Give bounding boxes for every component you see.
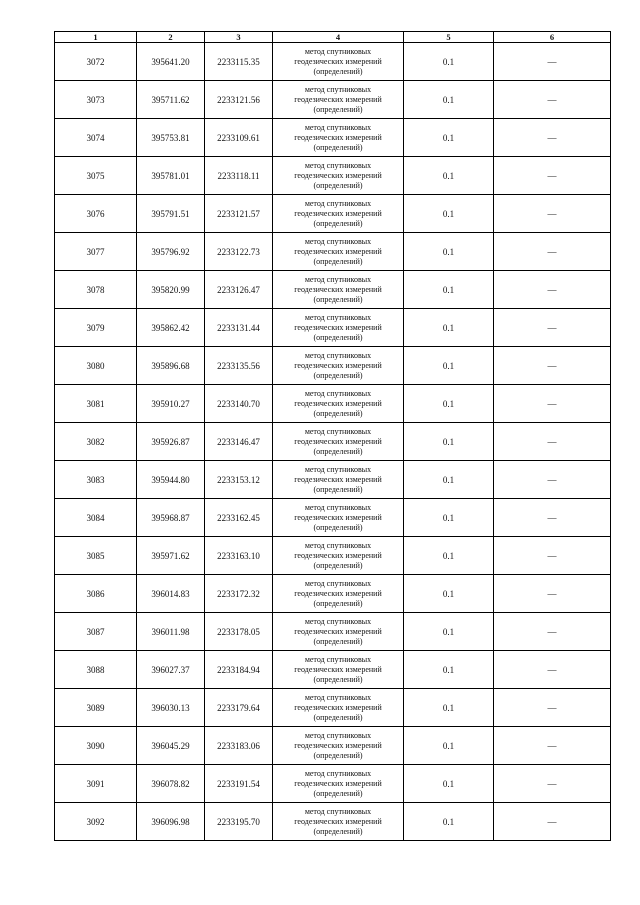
method-text-line: геодезических измерений: [294, 246, 382, 256]
method-text-line: (определений): [313, 446, 363, 456]
method-cell: [273, 537, 404, 575]
method-cell: [273, 81, 404, 119]
method-text-line: (определений): [313, 66, 363, 76]
table-row: [55, 803, 611, 841]
method-text-line: геодезических измерений: [294, 208, 382, 218]
method-text-line: метод спутниковых: [304, 350, 372, 360]
method-cell: [273, 157, 404, 195]
note-cell: —: [494, 81, 611, 119]
method-text-line: (определений): [313, 408, 363, 418]
method-text-line: геодезических измерений: [294, 436, 382, 446]
x-coordinate-cell: 395796.92: [137, 233, 205, 271]
accuracy-cell: 0.1: [404, 195, 494, 233]
table-row: [55, 271, 611, 309]
header-cell-1: 1: [55, 32, 137, 43]
method-text-line: метод спутниковых: [304, 122, 372, 132]
method-text-line: (определений): [313, 788, 363, 798]
x-coordinate-cell: 395641.20: [137, 43, 205, 81]
method-text-line: геодезических измерений: [294, 170, 382, 180]
method-text-line: геодезических измерений: [294, 588, 382, 598]
method-text-line: метод спутниковых: [304, 654, 372, 664]
point-number-cell: 3084: [55, 499, 137, 537]
note-cell: —: [494, 689, 611, 727]
x-coordinate-cell: 396078.82: [137, 765, 205, 803]
x-coordinate-cell: 395820.99: [137, 271, 205, 309]
x-coordinate-cell: 396045.29: [137, 727, 205, 765]
table-row: [55, 81, 611, 119]
x-coordinate-cell: 396014.83: [137, 575, 205, 613]
x-coordinate-cell: 395791.51: [137, 195, 205, 233]
method-text-line: (определений): [313, 256, 363, 266]
method-text-line: геодезических измерений: [294, 360, 382, 370]
method-cell: [273, 575, 404, 613]
point-number-cell: 3077: [55, 233, 137, 271]
y-coordinate-cell: 2233184.94: [205, 651, 273, 689]
note-cell: —: [494, 499, 611, 537]
x-coordinate-cell: 395944.80: [137, 461, 205, 499]
note-cell: —: [494, 613, 611, 651]
accuracy-cell: 0.1: [404, 119, 494, 157]
point-number-cell: 3072: [55, 43, 137, 81]
table-row: [55, 157, 611, 195]
x-coordinate-cell: 396027.37: [137, 651, 205, 689]
point-number-cell: 3073: [55, 81, 137, 119]
x-coordinate-cell: 395910.27: [137, 385, 205, 423]
table-row: [55, 537, 611, 575]
note-cell: —: [494, 727, 611, 765]
table-row: [55, 119, 611, 157]
method-text-line: (определений): [313, 522, 363, 532]
table-row: [55, 689, 611, 727]
point-number-cell: 3078: [55, 271, 137, 309]
note-cell: —: [494, 347, 611, 385]
header-cell-5: 5: [404, 32, 494, 43]
method-text-line: (определений): [313, 370, 363, 380]
point-number-cell: 3076: [55, 195, 137, 233]
x-coordinate-cell: 396011.98: [137, 613, 205, 651]
method-text-line: метод спутниковых: [304, 578, 372, 588]
method-text-line: метод спутниковых: [304, 84, 372, 94]
method-text-line: геодезических измерений: [294, 94, 382, 104]
method-text-line: геодезических измерений: [294, 664, 382, 674]
method-text-line: метод спутниковых: [304, 464, 372, 474]
note-cell: —: [494, 119, 611, 157]
table-row: [55, 575, 611, 613]
method-text-line: (определений): [313, 712, 363, 722]
method-text-line: (определений): [313, 294, 363, 304]
note-cell: —: [494, 765, 611, 803]
y-coordinate-cell: 2233153.12: [205, 461, 273, 499]
y-coordinate-cell: 2233162.45: [205, 499, 273, 537]
x-coordinate-cell: 395896.68: [137, 347, 205, 385]
method-text-line: метод спутниковых: [304, 768, 372, 778]
method-text-line: геодезических измерений: [294, 132, 382, 142]
method-text-line: геодезических измерений: [294, 702, 382, 712]
y-coordinate-cell: 2233178.05: [205, 613, 273, 651]
method-text-line: метод спутниковых: [304, 692, 372, 702]
method-text-line: геодезических измерений: [294, 398, 382, 408]
note-cell: —: [494, 309, 611, 347]
method-text-line: метод спутниковых: [304, 806, 372, 816]
table-row: [55, 765, 611, 803]
note-cell: —: [494, 233, 611, 271]
x-coordinate-cell: 395926.87: [137, 423, 205, 461]
method-text-line: метод спутниковых: [304, 426, 372, 436]
point-number-cell: 3080: [55, 347, 137, 385]
y-coordinate-cell: 2233109.61: [205, 119, 273, 157]
method-cell: [273, 499, 404, 537]
point-number-cell: 3081: [55, 385, 137, 423]
method-text-line: (определений): [313, 142, 363, 152]
y-coordinate-cell: 2233131.44: [205, 309, 273, 347]
accuracy-cell: 0.1: [404, 765, 494, 803]
method-cell: [273, 195, 404, 233]
method-text-line: метод спутниковых: [304, 616, 372, 626]
method-cell: [273, 385, 404, 423]
accuracy-cell: 0.1: [404, 689, 494, 727]
note-cell: —: [494, 461, 611, 499]
method-text-line: метод спутниковых: [304, 160, 372, 170]
header-cell-3: 3: [205, 32, 273, 43]
method-text-line: метод спутниковых: [304, 198, 372, 208]
y-coordinate-cell: 2233163.10: [205, 537, 273, 575]
note-cell: —: [494, 385, 611, 423]
method-text-line: метод спутниковых: [304, 730, 372, 740]
accuracy-cell: 0.1: [404, 727, 494, 765]
method-text-line: (определений): [313, 218, 363, 228]
x-coordinate-cell: 396096.98: [137, 803, 205, 841]
header-row: [55, 32, 611, 43]
method-cell: [273, 727, 404, 765]
point-number-cell: 3082: [55, 423, 137, 461]
table-row: [55, 651, 611, 689]
accuracy-cell: 0.1: [404, 43, 494, 81]
method-cell: [273, 651, 404, 689]
y-coordinate-cell: 2233146.47: [205, 423, 273, 461]
method-cell: [273, 689, 404, 727]
point-number-cell: 3092: [55, 803, 137, 841]
y-coordinate-cell: 2233140.70: [205, 385, 273, 423]
method-text-line: геодезических измерений: [294, 550, 382, 560]
header-cell-4: 4: [273, 32, 404, 43]
note-cell: —: [494, 195, 611, 233]
method-cell: [273, 309, 404, 347]
header-cell-6: 6: [494, 32, 611, 43]
note-cell: —: [494, 575, 611, 613]
method-text-line: геодезических измерений: [294, 626, 382, 636]
note-cell: —: [494, 803, 611, 841]
method-cell: [273, 347, 404, 385]
accuracy-cell: 0.1: [404, 309, 494, 347]
method-text-line: метод спутниковых: [304, 236, 372, 246]
method-text-line: геодезических измерений: [294, 778, 382, 788]
header-cell-2: 2: [137, 32, 205, 43]
coordinates-table: [54, 31, 611, 841]
method-text-line: (определений): [313, 826, 363, 836]
accuracy-cell: 0.1: [404, 157, 494, 195]
table-row: [55, 385, 611, 423]
point-number-cell: 3088: [55, 651, 137, 689]
note-cell: —: [494, 423, 611, 461]
method-cell: [273, 233, 404, 271]
method-cell: [273, 765, 404, 803]
method-text-line: геодезических измерений: [294, 740, 382, 750]
table-row: [55, 461, 611, 499]
accuracy-cell: 0.1: [404, 347, 494, 385]
accuracy-cell: 0.1: [404, 233, 494, 271]
accuracy-cell: 0.1: [404, 81, 494, 119]
method-text-line: метод спутниковых: [304, 274, 372, 284]
y-coordinate-cell: 2233121.56: [205, 81, 273, 119]
accuracy-cell: 0.1: [404, 499, 494, 537]
method-cell: [273, 271, 404, 309]
method-text-line: геодезических измерений: [294, 284, 382, 294]
table-row: [55, 613, 611, 651]
method-text-line: геодезических измерений: [294, 56, 382, 66]
point-number-cell: 3090: [55, 727, 137, 765]
table-row: [55, 309, 611, 347]
note-cell: —: [494, 537, 611, 575]
x-coordinate-cell: 395711.62: [137, 81, 205, 119]
x-coordinate-cell: 396030.13: [137, 689, 205, 727]
method-text-line: (определений): [313, 104, 363, 114]
accuracy-cell: 0.1: [404, 613, 494, 651]
method-text-line: (определений): [313, 484, 363, 494]
accuracy-cell: 0.1: [404, 651, 494, 689]
accuracy-cell: 0.1: [404, 461, 494, 499]
accuracy-cell: 0.1: [404, 423, 494, 461]
table-row: [55, 499, 611, 537]
method-cell: [273, 613, 404, 651]
x-coordinate-cell: 395862.42: [137, 309, 205, 347]
method-text-line: (определений): [313, 636, 363, 646]
method-text-line: геодезических измерений: [294, 322, 382, 332]
method-cell: [273, 423, 404, 461]
y-coordinate-cell: 2233135.56: [205, 347, 273, 385]
x-coordinate-cell: 395781.01: [137, 157, 205, 195]
point-number-cell: 3079: [55, 309, 137, 347]
method-text-line: (определений): [313, 674, 363, 684]
method-text-line: (определений): [313, 560, 363, 570]
x-coordinate-cell: 395968.87: [137, 499, 205, 537]
table-row: [55, 233, 611, 271]
note-cell: —: [494, 271, 611, 309]
y-coordinate-cell: 2233179.64: [205, 689, 273, 727]
method-cell: [273, 461, 404, 499]
method-text-line: геодезических измерений: [294, 816, 382, 826]
note-cell: —: [494, 157, 611, 195]
method-text-line: метод спутниковых: [304, 388, 372, 398]
accuracy-cell: 0.1: [404, 575, 494, 613]
y-coordinate-cell: 2233195.70: [205, 803, 273, 841]
y-coordinate-cell: 2233191.54: [205, 765, 273, 803]
y-coordinate-cell: 2233183.06: [205, 727, 273, 765]
point-number-cell: 3089: [55, 689, 137, 727]
method-text-line: метод спутниковых: [304, 540, 372, 550]
method-text-line: (определений): [313, 750, 363, 760]
accuracy-cell: 0.1: [404, 537, 494, 575]
method-text-line: метод спутниковых: [304, 46, 372, 56]
note-cell: —: [494, 651, 611, 689]
point-number-cell: 3074: [55, 119, 137, 157]
method-text-line: метод спутниковых: [304, 312, 372, 322]
method-cell: [273, 803, 404, 841]
point-number-cell: 3085: [55, 537, 137, 575]
table-row: [55, 43, 611, 81]
table-row: [55, 727, 611, 765]
method-text-line: (определений): [313, 598, 363, 608]
method-text-line: геодезических измерений: [294, 474, 382, 484]
point-number-cell: 3086: [55, 575, 137, 613]
accuracy-cell: 0.1: [404, 803, 494, 841]
table-row: [55, 195, 611, 233]
y-coordinate-cell: 2233118.11: [205, 157, 273, 195]
x-coordinate-cell: 395753.81: [137, 119, 205, 157]
y-coordinate-cell: 2233122.73: [205, 233, 273, 271]
method-cell: [273, 119, 404, 157]
point-number-cell: 3087: [55, 613, 137, 651]
point-number-cell: 3075: [55, 157, 137, 195]
accuracy-cell: 0.1: [404, 271, 494, 309]
note-cell: —: [494, 43, 611, 81]
table-row: [55, 347, 611, 385]
y-coordinate-cell: 2233121.57: [205, 195, 273, 233]
y-coordinate-cell: 2233172.32: [205, 575, 273, 613]
x-coordinate-cell: 395971.62: [137, 537, 205, 575]
method-text-line: геодезических измерений: [294, 512, 382, 522]
table-row: [55, 423, 611, 461]
method-text-line: (определений): [313, 180, 363, 190]
method-cell: [273, 43, 404, 81]
method-text-line: (определений): [313, 332, 363, 342]
y-coordinate-cell: 2233126.47: [205, 271, 273, 309]
point-number-cell: 3091: [55, 765, 137, 803]
accuracy-cell: 0.1: [404, 385, 494, 423]
method-text-line: метод спутниковых: [304, 502, 372, 512]
point-number-cell: 3083: [55, 461, 137, 499]
y-coordinate-cell: 2233115.35: [205, 43, 273, 81]
